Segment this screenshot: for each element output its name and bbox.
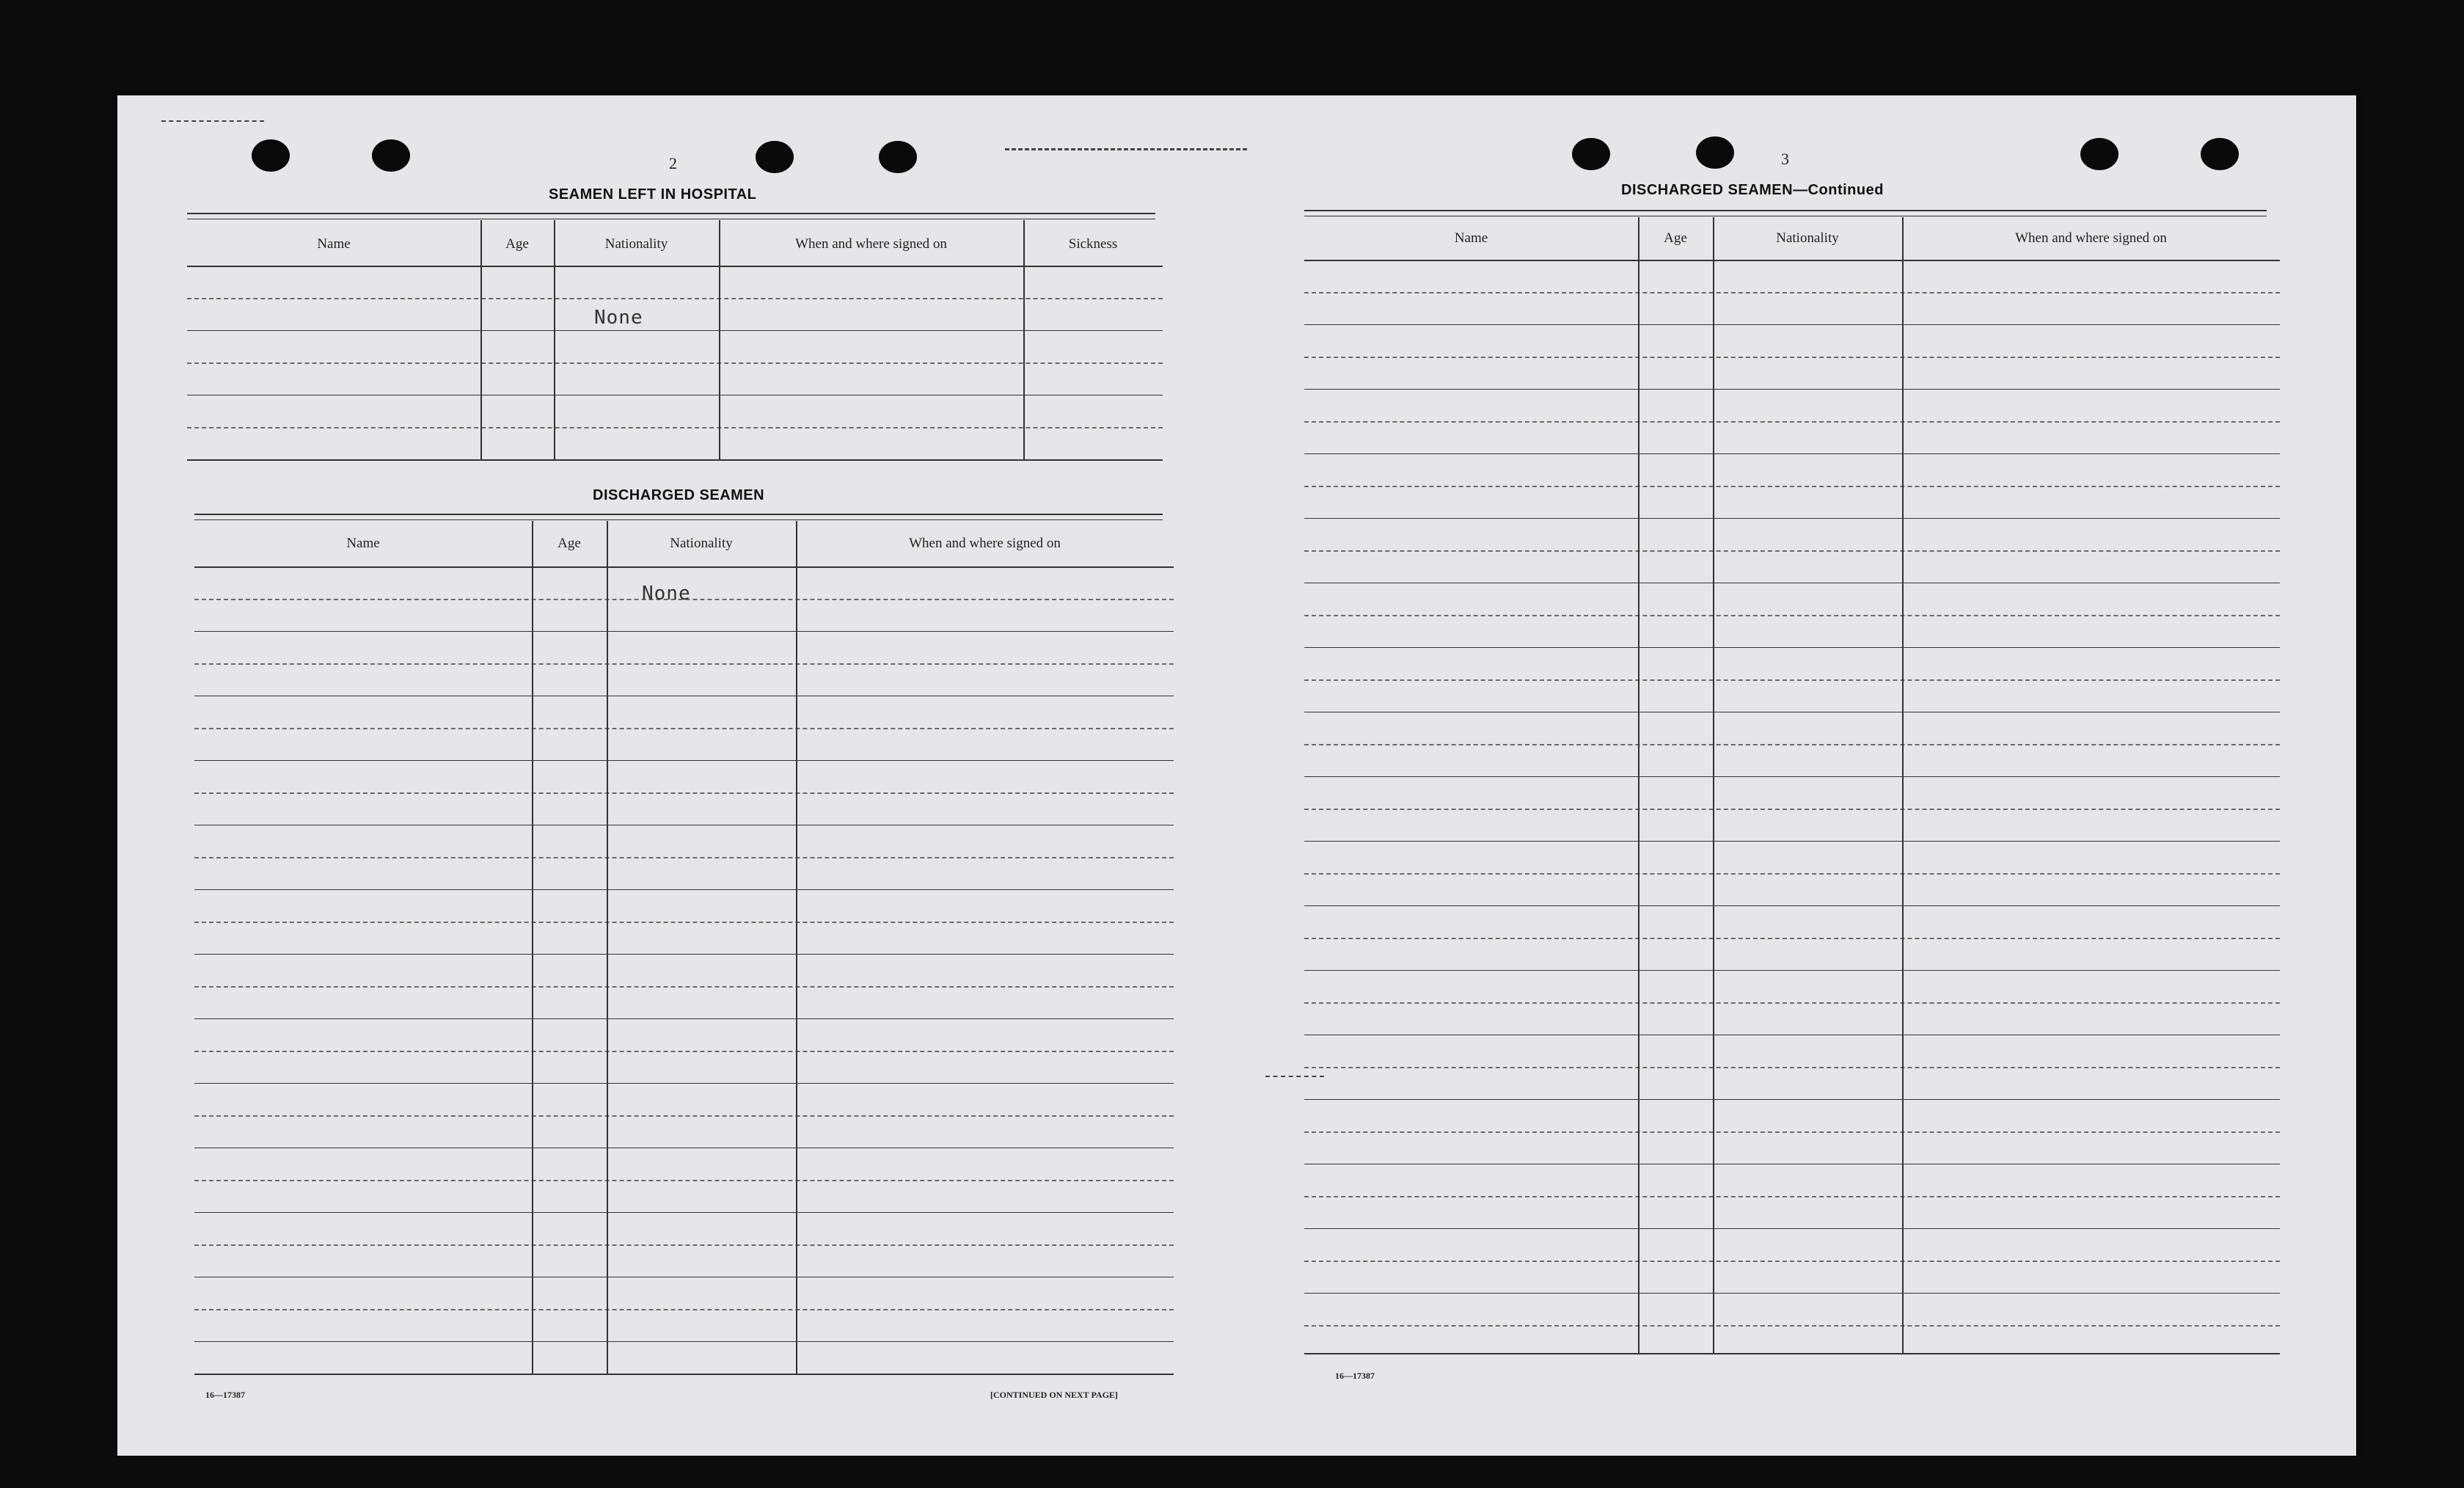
column-divider xyxy=(1023,220,1025,461)
row-line xyxy=(1304,389,2280,390)
row-line xyxy=(194,889,1174,890)
table-bottom-rule xyxy=(1304,1353,2280,1354)
table-bottom-rule xyxy=(187,459,1163,461)
punch-hole xyxy=(2080,138,2118,170)
discharged-title-rule xyxy=(194,514,1163,520)
row-line xyxy=(194,728,1174,729)
row-line xyxy=(194,663,1174,665)
column-divider xyxy=(607,521,608,1375)
row-line xyxy=(194,954,1174,955)
form-number-right: 16—17387 xyxy=(1335,1371,1375,1381)
hospital-title-rule xyxy=(187,213,1155,219)
row-line xyxy=(1304,679,2280,681)
punch-hole xyxy=(1572,138,1610,170)
hospital-col-when-where: When and where signed on xyxy=(795,236,947,252)
hospital-col-sickness: Sickness xyxy=(1068,236,1118,252)
punch-hole xyxy=(2201,138,2239,170)
row-line xyxy=(1304,1099,2280,1100)
punch-hole xyxy=(1696,136,1734,169)
row-line xyxy=(194,1212,1174,1213)
fold-mark xyxy=(1005,148,1247,150)
row-line xyxy=(194,1244,1174,1246)
column-divider xyxy=(554,220,555,461)
row-line xyxy=(1304,1293,2280,1294)
row-line xyxy=(1304,292,2280,293)
right-col-nationality: Nationality xyxy=(1776,230,1839,246)
row-line xyxy=(1304,421,2280,423)
hospital-section-title: SEAMEN LEFT IN HOSPITAL xyxy=(549,186,757,203)
row-line xyxy=(1304,841,2280,842)
discharged-entry: None xyxy=(642,583,691,605)
right-col-age: Age xyxy=(1664,230,1687,246)
discharged-continued-table xyxy=(1304,217,2280,1362)
column-divider xyxy=(1902,217,1904,1354)
page-number-right: 3 xyxy=(1781,150,1789,168)
row-line xyxy=(1304,873,2280,875)
right-title-rule xyxy=(1304,210,2267,216)
column-divider xyxy=(480,220,482,461)
row-line xyxy=(1304,776,2280,777)
row-line xyxy=(194,1018,1174,1019)
fold-mark xyxy=(1265,1076,1324,1077)
header-rule xyxy=(1304,260,2280,261)
column-divider xyxy=(532,521,533,1375)
discharged-col-nationality: Nationality xyxy=(670,536,733,551)
row-line xyxy=(1304,453,2280,454)
form-number-left: 16—17387 xyxy=(205,1390,245,1400)
continued-note: [CONTINUED ON NEXT PAGE] xyxy=(990,1390,1118,1400)
row-line xyxy=(1304,615,2280,616)
row-line xyxy=(1304,486,2280,487)
column-divider xyxy=(1638,217,1639,1354)
row-line xyxy=(1304,905,2280,906)
hospital-col-name: Name xyxy=(317,236,351,252)
row-line xyxy=(194,857,1174,858)
hospital-col-age: Age xyxy=(505,236,529,252)
column-divider xyxy=(719,220,720,461)
row-line xyxy=(187,330,1163,331)
row-line xyxy=(1304,1228,2280,1229)
row-line xyxy=(194,986,1174,988)
row-line xyxy=(1304,970,2280,971)
discharged-col-age: Age xyxy=(557,536,581,551)
column-divider xyxy=(1713,217,1714,1354)
row-line xyxy=(194,1341,1174,1342)
hospital-entry: None xyxy=(594,307,643,329)
right-col-name: Name xyxy=(1454,230,1488,246)
row-line xyxy=(1304,1325,2280,1327)
discharged-table xyxy=(194,521,1174,1401)
row-line xyxy=(194,1180,1174,1181)
right-col-when-where: When and where signed on xyxy=(2015,230,2167,246)
row-line xyxy=(187,298,1163,299)
row-line xyxy=(194,760,1174,761)
row-line xyxy=(187,427,1163,428)
row-line xyxy=(1304,324,2280,325)
row-line xyxy=(194,1051,1174,1052)
row-line xyxy=(1304,809,2280,810)
row-line xyxy=(1304,1067,2280,1068)
row-line xyxy=(194,631,1174,632)
row-line xyxy=(194,1083,1174,1084)
row-line xyxy=(187,362,1163,364)
discharged-col-when-where: When and where signed on xyxy=(909,536,1061,551)
punch-hole xyxy=(372,139,410,172)
row-line xyxy=(1304,938,2280,939)
page-number-left: 2 xyxy=(669,154,677,172)
discharged-continued-title: DISCHARGED SEAMEN—Continued xyxy=(1621,182,1884,198)
form-sheet xyxy=(117,95,2356,1456)
header-rule xyxy=(194,566,1174,568)
row-line xyxy=(1304,1261,2280,1262)
row-line xyxy=(1304,1196,2280,1197)
row-line xyxy=(1304,518,2280,519)
punch-hole xyxy=(252,139,290,172)
hospital-col-nationality: Nationality xyxy=(604,236,668,252)
table-bottom-rule xyxy=(194,1374,1174,1375)
punch-hole xyxy=(756,141,794,173)
row-line xyxy=(1304,550,2280,552)
row-line xyxy=(1304,1131,2280,1133)
row-line xyxy=(1304,357,2280,358)
row-line xyxy=(194,1309,1174,1310)
discharged-col-name: Name xyxy=(346,536,380,551)
discharged-section-title: DISCHARGED SEAMEN xyxy=(593,487,765,503)
row-line xyxy=(1304,647,2280,648)
row-line xyxy=(1304,744,2280,745)
column-divider xyxy=(796,521,797,1375)
row-line xyxy=(194,922,1174,923)
row-line xyxy=(194,1115,1174,1117)
row-line xyxy=(1304,1002,2280,1004)
fold-mark xyxy=(161,120,264,122)
row-line xyxy=(194,792,1174,794)
header-rule xyxy=(187,266,1163,267)
punch-hole xyxy=(879,141,917,173)
